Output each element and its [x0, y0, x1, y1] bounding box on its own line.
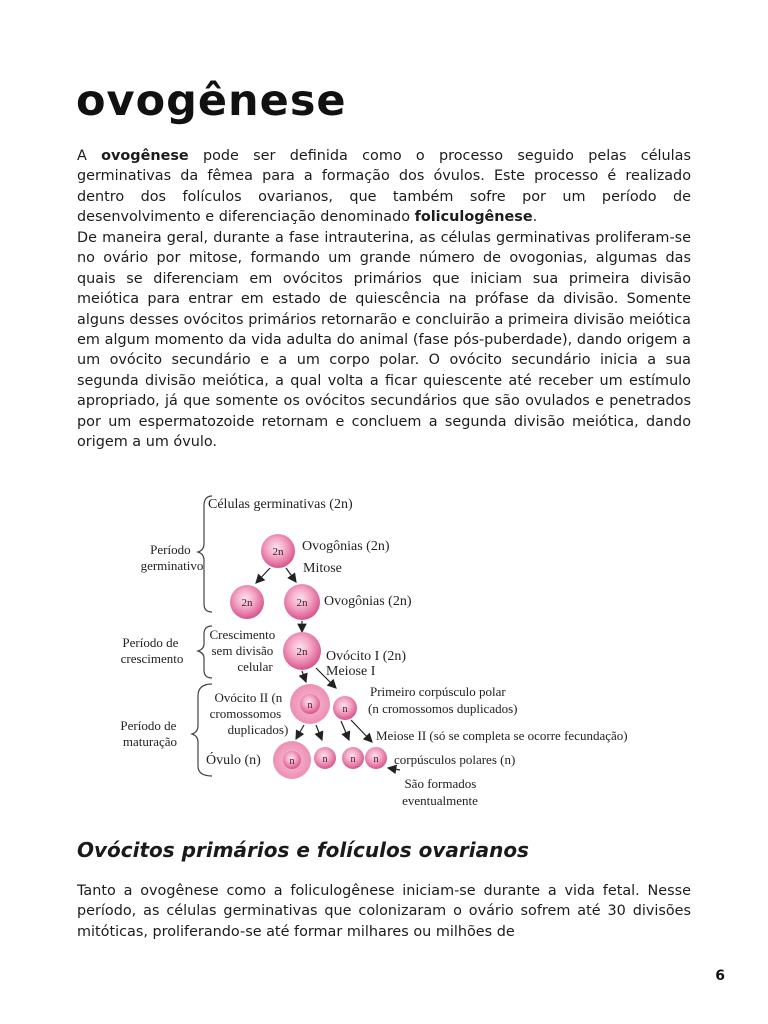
text-run: pode ser definida como o processo seguido pelas células germinativas da fêmea para a formação dos óvulos. Este processo é realizado dentro dos folículos ovarianos, que também sofre por um período de desenvolvimento e diferenciação denominado: [77, 148, 691, 226]
section-heading: Ovócitos primários e folículos ovarianos: [77, 838, 529, 862]
label-crescimento-line-3: celular: [237, 659, 273, 674]
label-ovocito-ii: [210, 690, 289, 737]
eventual-arrow: [388, 768, 400, 770]
cell-ploidy-label: n: [307, 700, 313, 711]
label-ovocito-i: Ovócito I (2n): [326, 649, 407, 664]
label-primeiro-corpusculo-line-1: Primeiro corpúsculo polar: [370, 684, 506, 699]
cell-ploidy-label: n: [373, 754, 379, 765]
label-primeiro-corpusculo: [368, 684, 517, 716]
cell-ploidy-label: 2n: [241, 597, 253, 609]
mitosis-arrow-right: [286, 568, 296, 582]
label-ovocito-ii-line-3: duplicados): [227, 722, 289, 737]
period-germinativo-line-1: Período: [150, 542, 191, 557]
cell-ploidy-label: 2n: [272, 546, 284, 558]
oogenesis-diagram: [100, 484, 670, 814]
label-sao-formados: [402, 776, 479, 808]
brace-germinativo: [198, 496, 212, 612]
intro-paragraph-1: [77, 146, 691, 228]
bold-term-foliculogenese: foliculogênese: [414, 209, 533, 226]
section2-paragraph: [77, 881, 691, 942]
period-germinativo-line-2: germinativo: [140, 558, 204, 573]
label-ovogonias-top: Ovogônias (2n): [302, 539, 390, 554]
cell-ploidy-label: n: [350, 754, 356, 765]
label-ovocito-ii-line-1: Ovócito II (n: [214, 690, 283, 705]
label-primeiro-corpusculo-line-2: (n cromossomos duplicados): [368, 701, 518, 716]
period-germinativo-label: [141, 542, 204, 573]
period-maturacao-line-2: maturação: [122, 734, 178, 749]
label-ovogonias-mid: Ovogônias (2n): [324, 594, 412, 609]
meiosis-ii-arrow-ovulo: [296, 725, 304, 739]
section2-text: Tanto a ovogênese como a foliculogênese iniciam-se durante a vida fetal. Nesse período, as células germinativas que colonizaram o ovário sofrem até 30 divisões mitóticas, proliferando-se até formar milhares ou milhões de: [77, 883, 691, 940]
intro-paragraph: [77, 146, 691, 228]
label-crescimento-line-1: Crescimento: [209, 627, 276, 642]
text-run: A: [77, 148, 102, 164]
label-ovocito-ii-line-2: cromossomos: [209, 706, 282, 721]
period-maturacao-label: [120, 718, 179, 749]
intro-paragraph-2-block: [77, 228, 691, 452]
label-sao-formados-line-2: eventualmente: [402, 793, 478, 808]
label-mitose: Mitose: [303, 561, 342, 576]
period-maturacao-line-1: Período de: [120, 718, 177, 733]
label-sao-formados-line-1: São formados: [404, 776, 477, 791]
mitosis-arrow-left: [256, 568, 270, 583]
period-crescimento-label: [121, 635, 184, 666]
label-meiose-i: Meiose I: [326, 664, 376, 679]
cell-ploidy-label: n: [289, 756, 295, 767]
cell-ploidy-label: n: [322, 754, 328, 765]
meiosis-ii-arrow-pb2: [341, 721, 349, 740]
bold-term-ovogenese: ovogênese: [101, 148, 189, 164]
page-title: ovogênese: [76, 76, 347, 126]
page-number: 6: [715, 968, 725, 984]
period-crescimento-line-2: crescimento: [120, 651, 184, 666]
cell-ploidy-label: 2n: [296, 646, 308, 658]
meiosis-ii-arrow-pb1: [316, 725, 322, 740]
text-run: .: [532, 209, 538, 226]
label-ovulo: Óvulo (n): [206, 753, 261, 768]
meiosis-ii-arrow-pb3: [351, 720, 372, 742]
label-meiose-ii: Meiose II (só se completa se ocorre fecundação): [376, 728, 628, 743]
label-crescimento: [210, 627, 279, 674]
label-corpusculos-polares: corpúsculos polares (n): [394, 752, 516, 767]
label-celulas-germinativas: Células germinativas (2n): [208, 497, 353, 512]
cell-ploidy-label: 2n: [296, 597, 308, 609]
label-crescimento-line-2: sem divisão: [211, 643, 274, 658]
intro-paragraph-2: De maneira geral, durante a fase intrauterina, as células germinativas proliferam-se no ovário por mitose, formando um grande número de ovogonias, algumas das quais se diferenciam em ovócitos primários que iniciam sua primeira divisão meiótica para entrar em estado de quiescência na prófase da divisão. Somente alguns desses ovócitos primários retornarão e concluirão a primeira divisão meiótica em algum momento da vida adulta do animal (fase pós-puberdade), dando origem a um ovócito secundário e a um corpo polar. O ovócito secundário inicia a sua segunda divisão meiótica, a qual volta a ficar quiescente até receber um estímulo apropriado, já que somente os ovócitos secundários que são ovulados e penetrados por um espermatozoide retornam e concluem a segunda divisão meiótica, dando origem a um óvulo.: [77, 230, 691, 451]
period-crescimento-line-1: Período de: [122, 635, 179, 650]
meiosis-i-arrow-left: [302, 671, 306, 682]
cell-ploidy-label: n: [342, 704, 348, 715]
